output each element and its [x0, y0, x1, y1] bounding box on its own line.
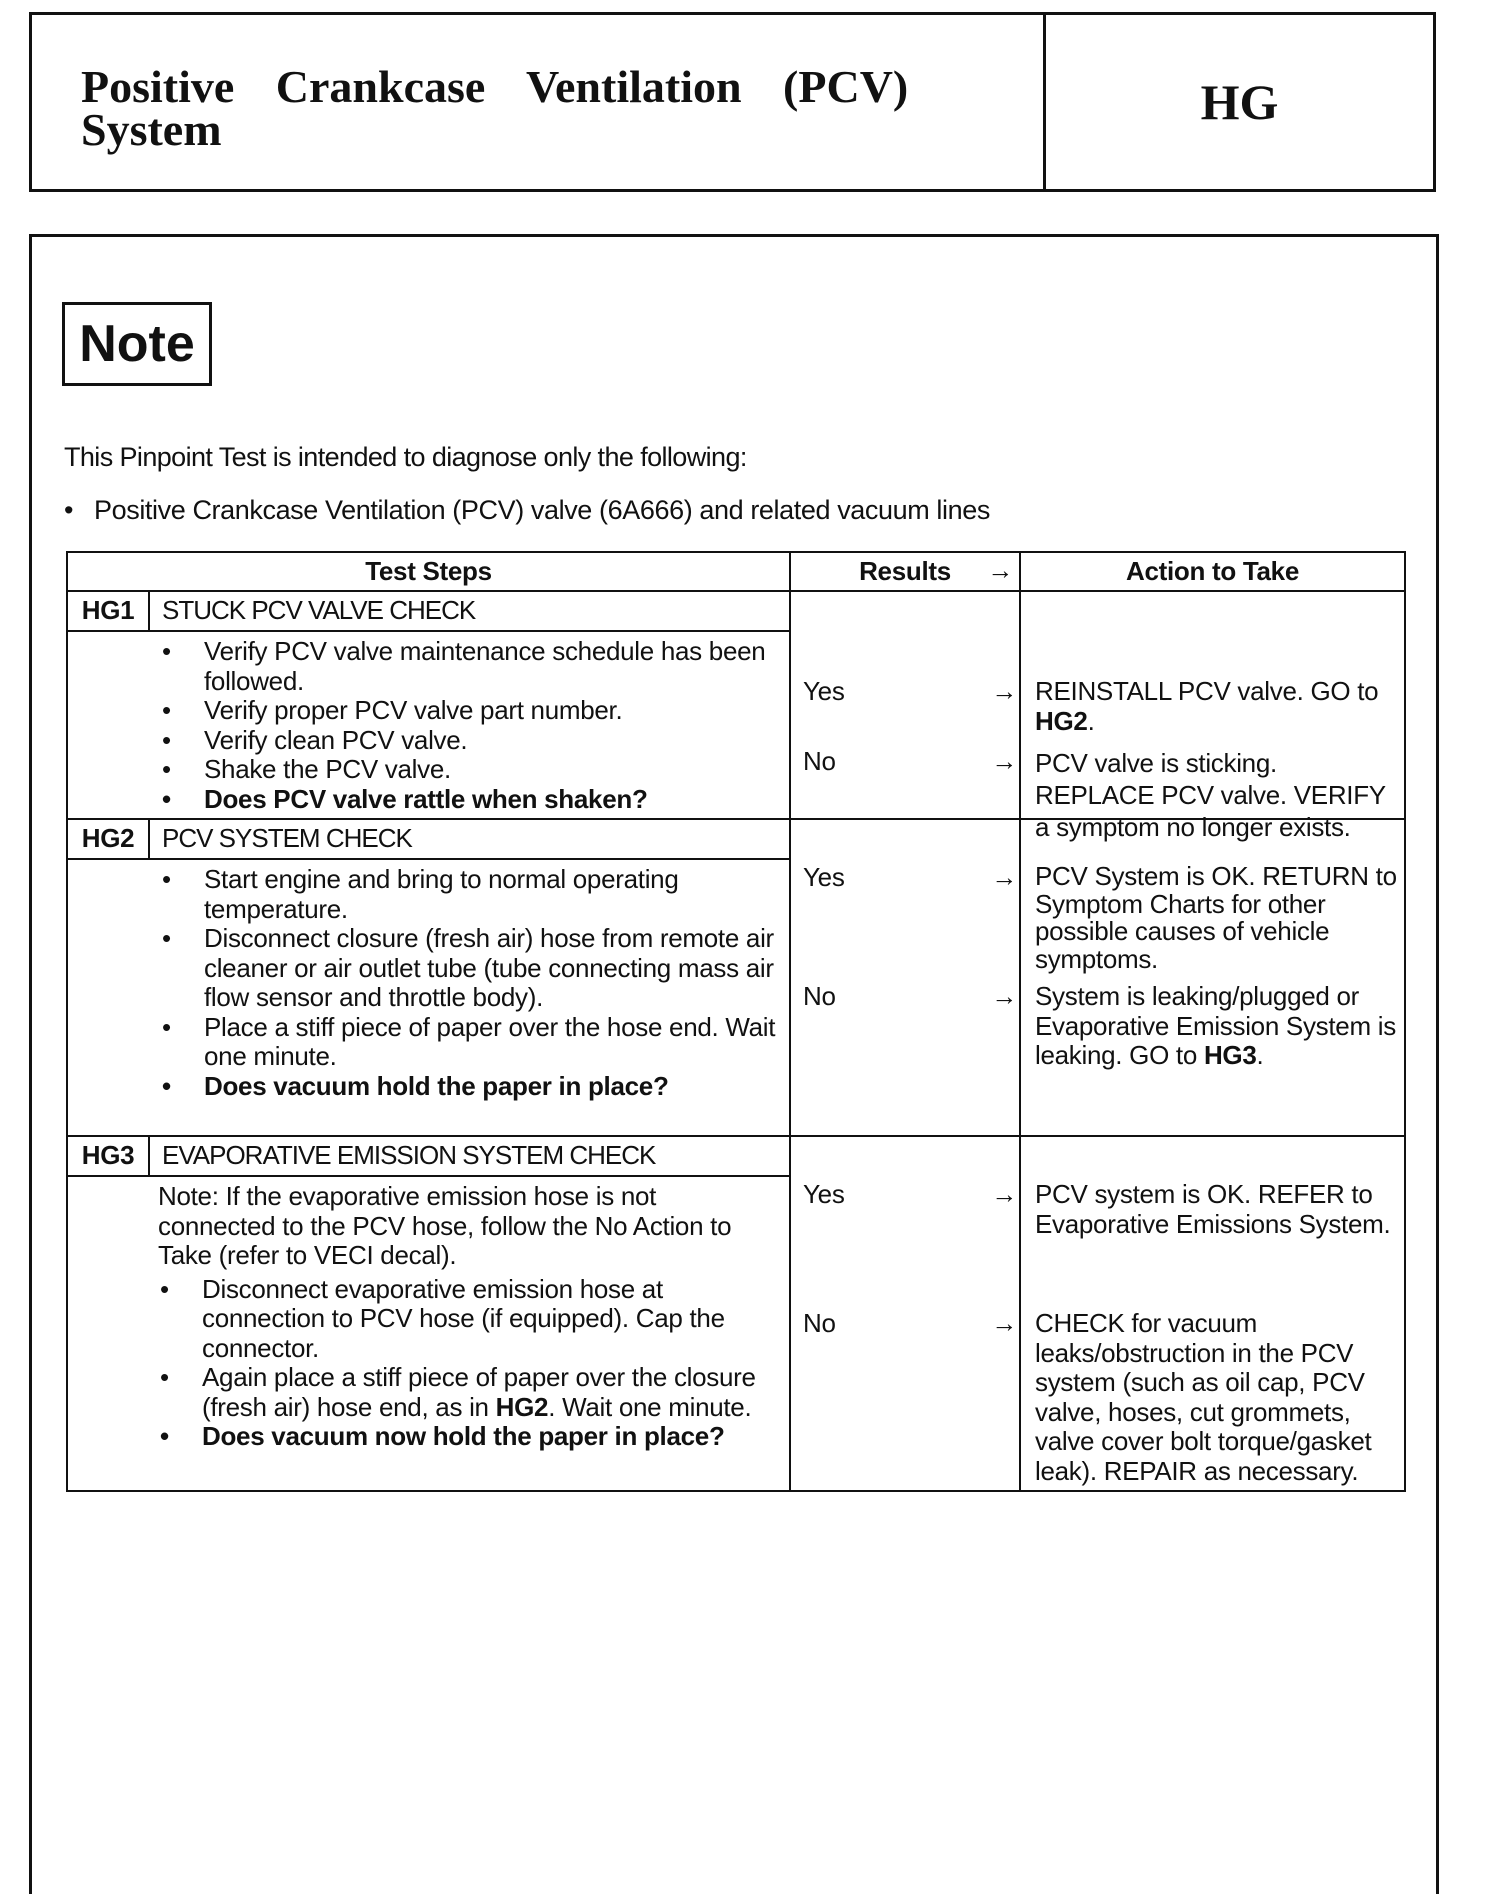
list-item: • Shake the PCV valve. — [162, 755, 779, 785]
action-text: System is leaking/plugged or Evaporative Emission System is leaking. GO to — [1035, 981, 1396, 1070]
step-cell-hg3 — [67, 1136, 790, 1491]
result-no: No — [803, 746, 836, 776]
result-yes: Yes — [803, 862, 845, 892]
list-item: • Start engine and bring to normal operating temperature. — [162, 865, 779, 924]
step-body — [68, 1177, 789, 1456]
action-yes: PCV System is OK. RETURN to Symptom Charts for other possible causes of vehicle symptoms. — [1035, 861, 1397, 974]
step-title: STUCK PCV VALVE CHECK — [162, 595, 476, 626]
results-cell-hg2 — [790, 819, 1020, 1136]
intro-bullet — [64, 495, 990, 526]
header-results — [790, 552, 1020, 591]
step-bullets — [160, 1275, 779, 1452]
step-cell-hg1 — [67, 591, 790, 819]
arrow-icon: → — [991, 1308, 1017, 1338]
arrow-icon: → — [991, 676, 1017, 706]
step-id: HG1 — [68, 592, 150, 630]
step-note: Note: If the evaporative emission hose is not connected to the PCV hose, follow the No Action to Take (refer to VECI decal). — [158, 1181, 732, 1270]
action-text: REINSTALL PCV valve. GO to — [1035, 676, 1379, 706]
pinpoint-test-table — [66, 551, 1406, 1492]
results-cell-hg1 — [790, 591, 1020, 819]
list-item: • Verify clean PCV valve. — [162, 726, 779, 756]
action-cell-hg3 — [1020, 1136, 1405, 1491]
header-title-line2: System — [81, 104, 222, 155]
action-yes — [1035, 677, 1400, 736]
step-title: EVAPORATIVE EMISSION SYSTEM CHECK — [162, 1140, 656, 1171]
action-yes: PCV system is OK. REFER to Evaporative Emissions System. — [1035, 1179, 1391, 1239]
step-header — [68, 592, 789, 632]
step-body — [68, 632, 789, 818]
step-body — [68, 860, 789, 1105]
page-header — [29, 12, 1436, 192]
step-bullets — [162, 637, 779, 814]
list-item: • Verify proper PCV valve part number. — [162, 696, 779, 726]
intro-bullet-text: Positive Crankcase Ventilation (PCV) valve (6A666) and related vacuum lines — [94, 495, 990, 525]
step-title: PCV SYSTEM CHECK — [162, 823, 412, 854]
intro-text: This Pinpoint Test is intended to diagnose only the following: — [64, 442, 747, 472]
arrow-icon: → — [987, 555, 1013, 585]
action-no — [1035, 982, 1400, 1071]
header-test-steps: Test Steps — [67, 552, 790, 591]
table-header-row — [67, 552, 1405, 591]
table-row — [67, 1136, 1405, 1491]
step-question: • Does vacuum now hold the paper in place? — [160, 1422, 779, 1452]
action-no: CHECK for vacuum leaks/obstruction in the PCV system (such as oil cap, PCV valve, hoses, cut grommets, valve cover bolt torque/gasket leak). REPAIR as necessary. — [1035, 1308, 1372, 1486]
arrow-icon: → — [991, 981, 1017, 1011]
section-code: HG — [1200, 74, 1279, 130]
list-item: • Disconnect evaporative emission hose at connection to PCV hose (if equipped). Cap the connector. — [160, 1275, 779, 1364]
step-question: • Does vacuum hold the paper in place? — [162, 1072, 779, 1102]
action-no: PCV valve is sticking. REPLACE PCV valve. VERIFY a symptom no longer exists. — [1035, 748, 1386, 842]
bullet-icon: • — [64, 495, 74, 525]
result-yes: Yes — [803, 676, 845, 706]
step-question: • Does PCV valve rattle when shaken? — [162, 785, 779, 815]
header-results-label: Results — [859, 555, 951, 586]
result-no: No — [803, 1308, 836, 1338]
result-yes: Yes — [803, 1179, 845, 1209]
header-title — [32, 15, 1046, 189]
note-label: Note — [62, 302, 212, 386]
step-ref: HG2 — [495, 1391, 549, 1422]
table-row — [67, 819, 1405, 1136]
action-text-end: . — [1256, 1040, 1264, 1070]
header-action: Action to Take — [1020, 552, 1405, 591]
step-id: HG2 — [68, 820, 150, 858]
action-ref: HG3 — [1203, 1040, 1257, 1070]
step-header — [68, 820, 789, 860]
arrow-icon: → — [991, 862, 1017, 892]
list-item: • Place a stiff piece of paper over the hose end. Wait one minute. — [162, 1013, 779, 1072]
action-cell-hg2 — [1020, 819, 1405, 1136]
arrow-icon: → — [991, 1179, 1017, 1209]
action-text-end: . — [1087, 705, 1095, 736]
list-item: • Disconnect closure (fresh air) hose from remote air cleaner or air outlet tube (tube connecting mass air flow sensor and throttle body). — [162, 924, 779, 1013]
result-no: No — [803, 981, 836, 1011]
step-header — [68, 1137, 789, 1177]
list-item-text-end: . Wait one minute. — [548, 1391, 752, 1422]
results-cell-hg3 — [790, 1136, 1020, 1491]
arrow-icon: → — [991, 746, 1017, 776]
action-cell-hg1 — [1020, 591, 1405, 842]
step-cell-hg2 — [67, 819, 790, 1136]
step-bullets — [162, 865, 779, 1101]
list-item-text: Again place a stiff piece of paper over the closure (fresh air) hose end, as in — [202, 1362, 756, 1422]
list-item: • Verify PCV valve maintenance schedule has been followed. — [162, 637, 779, 696]
table-row — [67, 591, 1405, 819]
action-ref: HG2 — [1035, 705, 1088, 736]
list-item — [160, 1363, 779, 1422]
header-title-line1: Positive Crankcase Ventilation (PCV) — [81, 61, 909, 112]
step-id: HG3 — [68, 1137, 150, 1175]
